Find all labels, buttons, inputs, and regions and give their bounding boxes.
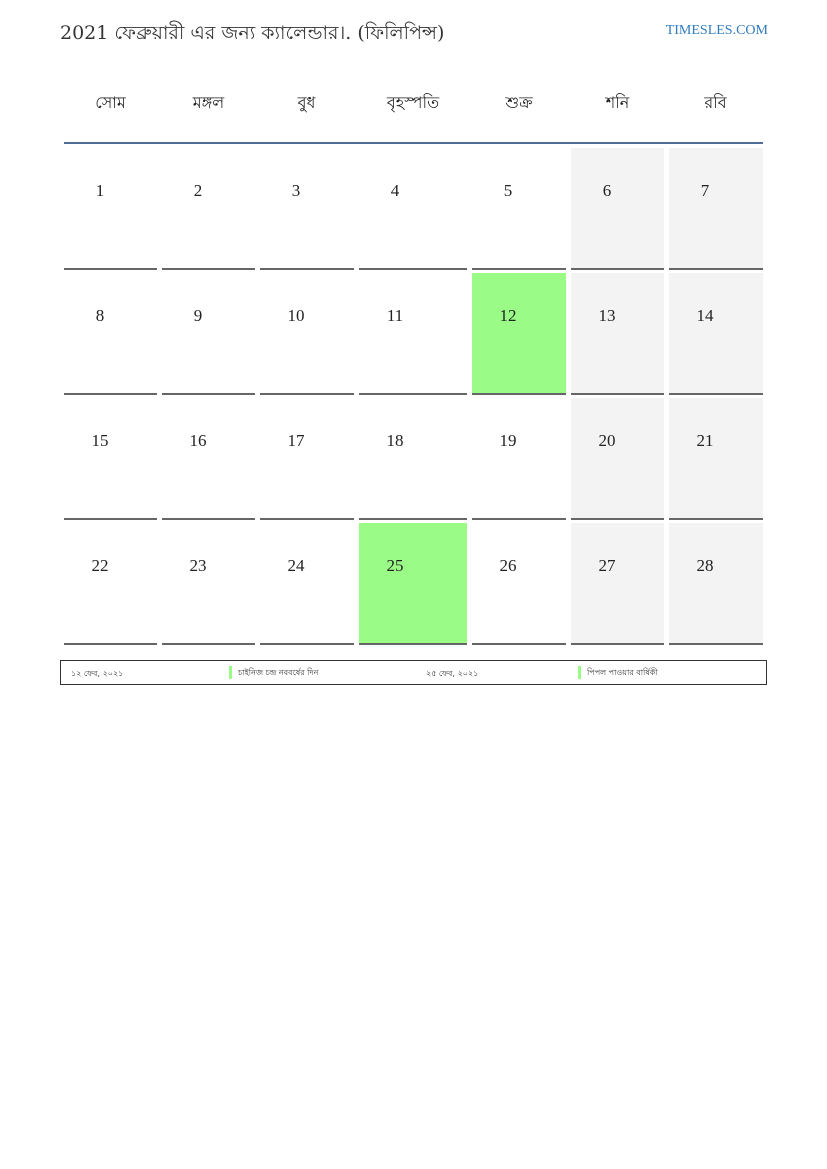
day-cell[interactable] (260, 148, 354, 270)
day-cell[interactable] (359, 148, 467, 270)
legend-date: ১২ ফেব, ২০২১ (71, 669, 124, 678)
weekday-label: মঙ্গল (192, 93, 225, 112)
day-cell[interactable] (472, 523, 566, 645)
weekday-label: শুক্র (505, 93, 533, 112)
day-number: 15 (91, 431, 109, 450)
day-cell[interactable] (162, 273, 255, 395)
day-cell[interactable] (472, 148, 566, 270)
day-cell[interactable] (162, 148, 255, 270)
day-cell[interactable] (359, 273, 467, 395)
legend-holiday-name: চাইনিজ চন্দ্র নববর্ষের দিন (238, 668, 319, 677)
day-cell[interactable] (669, 523, 763, 645)
day-cell[interactable] (571, 523, 664, 645)
day-number: 11 (386, 306, 404, 325)
weekday-label: শনি (605, 93, 630, 112)
day-number: 23 (189, 556, 207, 575)
page-title: 2021 ফেব্রুয়ারী এর জন্য ক্যালেন্ডার।. (ফিলিপিন্স) (60, 22, 445, 44)
day-cell[interactable] (64, 523, 157, 645)
legend-color-swatch (578, 666, 581, 679)
day-number: 28 (696, 556, 714, 575)
day-number: 10 (287, 306, 305, 325)
day-number: 26 (499, 556, 517, 575)
day-cell[interactable] (472, 398, 566, 520)
holiday-day-cell[interactable] (472, 273, 566, 395)
day-number: 3 (291, 181, 301, 200)
weekday-label: রবি (704, 93, 727, 112)
day-cell[interactable] (162, 523, 255, 645)
weekday-label: সোম (95, 93, 126, 112)
day-number: 1 (95, 181, 105, 200)
legend-holiday-name: পিপল পাওয়ার বার্ষিকী (587, 668, 658, 677)
day-cell[interactable] (359, 398, 467, 520)
day-number: 6 (602, 181, 612, 200)
day-number: 16 (189, 431, 207, 450)
holiday-legend (60, 660, 767, 685)
day-number: 27 (598, 556, 616, 575)
day-number: 24 (287, 556, 305, 575)
day-cell[interactable] (260, 523, 354, 645)
day-number: 4 (390, 181, 400, 200)
weekday-header-row (64, 80, 762, 126)
day-cell[interactable] (260, 398, 354, 520)
header-divider (64, 142, 763, 144)
day-number: 7 (700, 181, 710, 200)
day-cell[interactable] (669, 148, 763, 270)
day-number: 9 (193, 306, 203, 325)
day-cell[interactable] (669, 273, 763, 395)
day-number: 5 (503, 181, 513, 200)
day-number: 25 (386, 556, 404, 575)
day-cell[interactable] (669, 398, 763, 520)
day-cell[interactable] (64, 398, 157, 520)
day-number: 2 (193, 181, 203, 200)
site-link[interactable]: TIMESLES.COM (665, 23, 768, 38)
day-number: 22 (91, 556, 109, 575)
day-cell[interactable] (571, 148, 664, 270)
legend-color-swatch (229, 666, 232, 679)
day-number: 8 (95, 306, 105, 325)
day-cell[interactable] (571, 398, 664, 520)
day-cell[interactable] (571, 273, 664, 395)
day-number: 14 (696, 306, 714, 325)
weekday-label: বৃহস্পতি (386, 93, 440, 112)
day-number: 17 (287, 431, 305, 450)
day-number: 18 (386, 431, 404, 450)
day-cell[interactable] (64, 148, 157, 270)
day-number: 12 (499, 306, 517, 325)
day-number: 20 (598, 431, 616, 450)
day-number: 13 (598, 306, 616, 325)
legend-date: ২৫ ফেব, ২০২১ (426, 669, 479, 678)
holiday-day-cell[interactable] (359, 523, 467, 645)
day-cell[interactable] (64, 273, 157, 395)
weekday-label: বুধ (297, 93, 316, 112)
day-number: 19 (499, 431, 517, 450)
day-cell[interactable] (260, 273, 354, 395)
day-number: 21 (696, 431, 714, 450)
day-cell[interactable] (162, 398, 255, 520)
